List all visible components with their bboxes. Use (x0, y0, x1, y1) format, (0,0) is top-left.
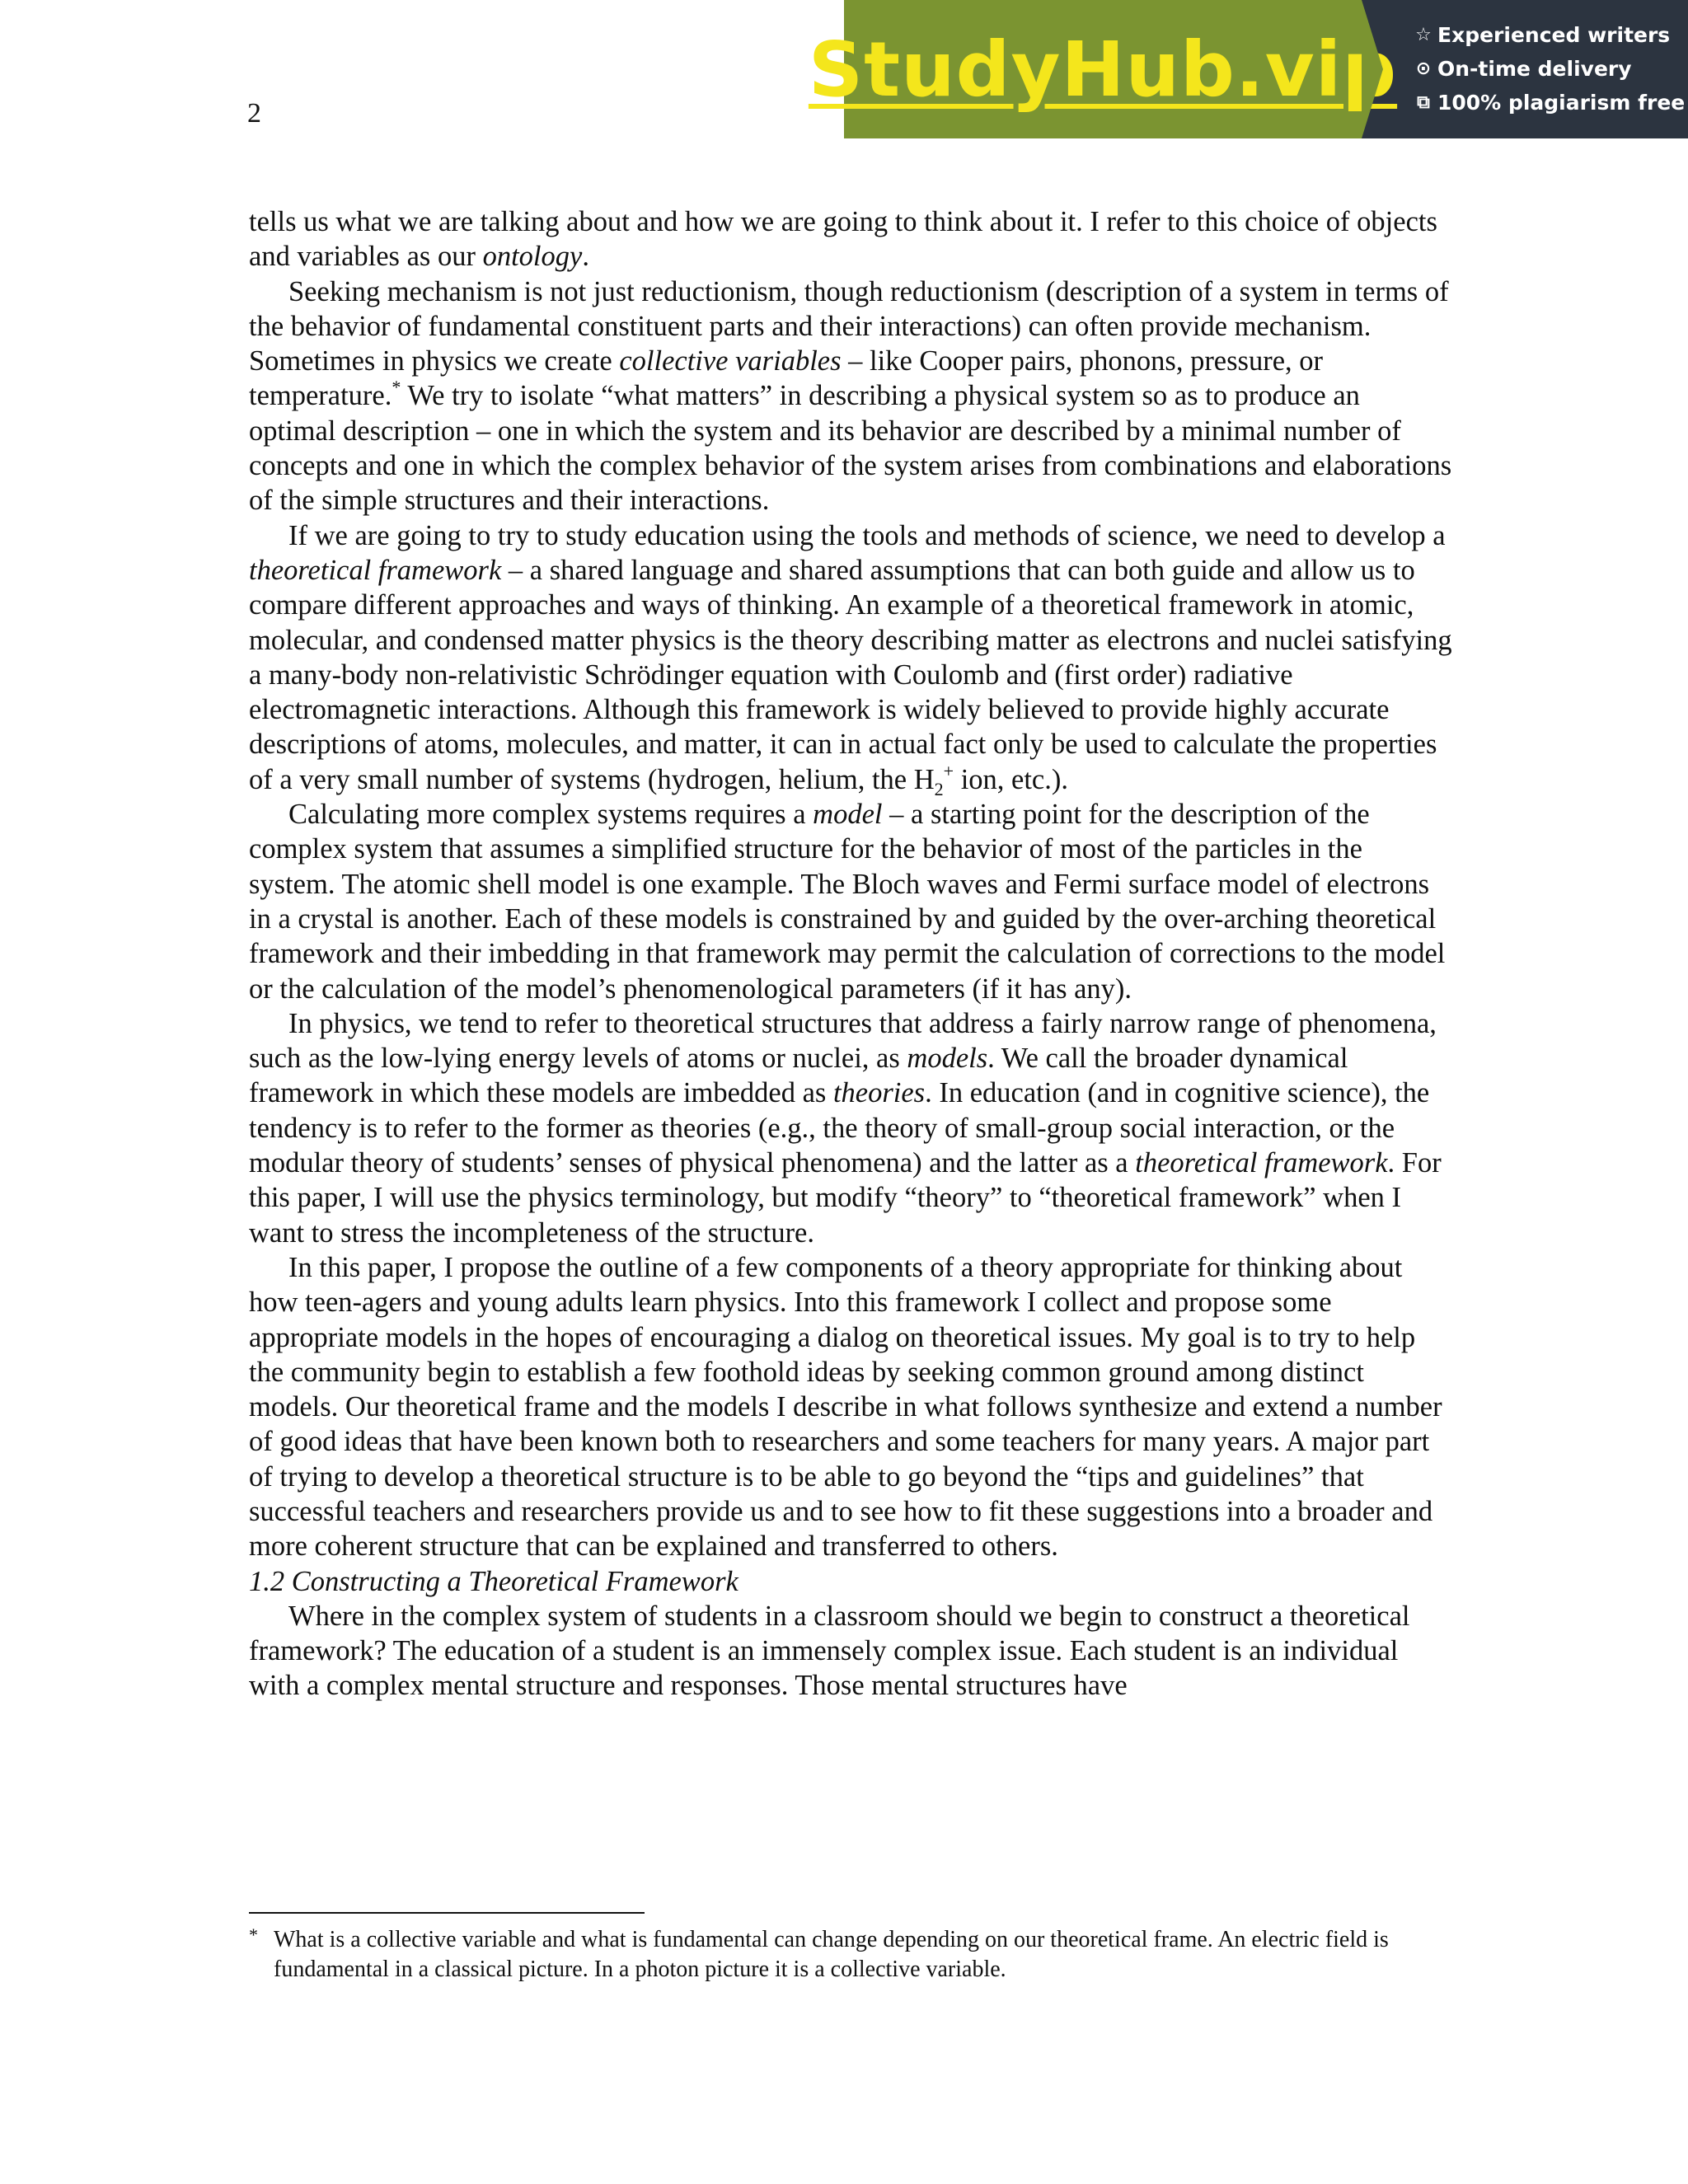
text-run: . (582, 241, 589, 273)
subscript: 2 (934, 778, 944, 799)
banner-features (1362, 0, 1688, 138)
footnote-reference[interactable]: * (392, 377, 401, 398)
footnote-divider (249, 1912, 645, 1914)
text-run: – a shared language and shared assumptions that can both guide and allow us to compare different approaches and ways of thinking. An example of a theoretical framework in atomic, molecular, and condensed matter physics is the theory describing matter as electrons and nuclei satisfying a many-body non-relativistic Schrödinger equation with Coulomb and (first order) radiative electromagnetic interactions. Although this framework is widely believed to provide highly accurate descriptions of atoms, molecules, and matter, it can in actual fact only be used to calculate the properties of a very small number of systems (hydrogen, helium, the H (249, 554, 1452, 795)
feature-label: Experienced writers (1437, 23, 1671, 47)
superscript: + (943, 760, 954, 781)
paragraph: Where in the complex system of students in a classroom should we begin to construct a theoretical framework? The education of a student is an immensely complex issue. Each student is an individual with a complex mental structure and responses. Those mental structures have (249, 1600, 1410, 1702)
feature-label: On-time delivery (1437, 57, 1632, 81)
body-text (249, 204, 1452, 1703)
page-number: 2 (247, 98, 261, 129)
paragraph (249, 518, 1452, 797)
italic-term: theoretical framework (1135, 1147, 1388, 1179)
italic-term: theoretical framework (249, 554, 502, 586)
text-run: Seeking mechanism is not just reductionism, though reductionism (description of a system in terms of the behavior of fundamental constituent parts and their interactions) can often provide mechanism. Sometimes in physics we create (249, 275, 1449, 377)
text-run: Calculating more complex systems requires a (288, 799, 814, 831)
footnote-text: What is a collective variable and what is fundamental can change depending on our theoretical frame. An electric field is fundamental in a classical picture. In a photon picture it is a collective variable. (274, 1927, 1389, 1982)
italic-term: model (813, 799, 883, 831)
star-icon: ☆ (1415, 25, 1432, 45)
footnote (249, 1925, 1452, 1985)
text-run: ion, etc.). (954, 763, 1068, 795)
text-run: We try to isolate “what matters” in describing a physical system so as to produce an optimal description – one in which the system and its behavior are described by a minimal number of concepts and one in which the complex behavior of the system arises from combinations and elaborations of the simple structures and their interactions. (249, 380, 1452, 517)
section-heading: 1.2 Constructing a Theoretical Framework (249, 1565, 738, 1597)
feature-item (1413, 52, 1688, 86)
text-run: – like Cooper pairs, phonons, pressure, or temperature. (249, 345, 1324, 412)
banner-brand[interactable] (808, 0, 1398, 138)
text-run: . For this paper, I will use the physics terminology, but modify “theory” to “theoretical framework” when I want to stress the incompleteness of the structure. (249, 1147, 1442, 1249)
text-run: In physics, we tend to refer to theoretical structures that address a fairly narrow range of phenomena, such as the low-lying energy levels of atoms or nuclei, as (249, 1007, 1437, 1075)
text-run: If we are going to try to study education using the tools and methods of science, we need to develop a (288, 519, 1446, 551)
italic-term: theories (832, 1077, 926, 1109)
clock-icon: ⊙ (1415, 59, 1432, 79)
paragraph (249, 1006, 1452, 1250)
copy-icon: ⧉ (1417, 92, 1430, 113)
text-run: – a starting point for the description of the complex system that assumes a simplified structure for the behavior of most of the particles in the system. The atomic shell model is one example. The Bloch waves and Fermi surface model of electrons in a crystal is another. Each of these models is constrained by and guided by the over-arching theoretical framework and their imbedding in that framework may permit the calculation of corrections to the model or the calculation of the model’s phenomenological parameters (if it has any). (249, 799, 1446, 1005)
paragraph (249, 274, 1452, 518)
text-run: tells us what we are talking about and how we are going to think about it. I refer to this choice of objects and variables as our (249, 206, 1437, 273)
feature-item (1413, 86, 1688, 120)
footnote-marker: * (249, 1924, 258, 1945)
paragraph: In this paper, I propose the outline of a few components of a theory appropriate for thinking about how teen-agers and young adults learn physics. Into this framework I collect and propose some appropriate models in the hopes of encouraging a dialog on theoretical issues. My goal is to try to help the community begin to establish a few foothold ideas by seeking common ground among distinct models. Our theoretical frame and the models I describe in what follows synthesize and extend a number of good ideas that have been known both to researchers and some teachers for many years. A major part of trying to develop a theoretical structure is to be able to go beyond the “tips and guidelines” that successful teachers and researchers provide us and to see how to fit these suggestions into a broader and more coherent structure that can be explained and transferred to others. (249, 1251, 1442, 1563)
italic-term: models (907, 1043, 988, 1075)
feature-label: 100% plagiarism free (1437, 91, 1686, 115)
paragraph (249, 797, 1452, 1006)
text-run: . We call the broader dynamical framework in which these models are imbedded as (249, 1043, 1348, 1109)
feature-item (1413, 18, 1688, 52)
paragraph (249, 204, 1452, 274)
studyhub-banner[interactable] (808, 0, 1688, 138)
banner-arrow-shape (1362, 0, 1383, 138)
italic-term: collective variables (619, 345, 842, 377)
italic-term: ontology (482, 241, 583, 273)
brand-logo-text: StudyHub.vip (808, 25, 1398, 114)
text-run: . In education (and in cognitive science), the tendency is to refer to the former as theories (e.g., the theory of small-group social interaction, or the modular theory of students’ senses of physical phenomena) and the latter as a (249, 1077, 1430, 1179)
